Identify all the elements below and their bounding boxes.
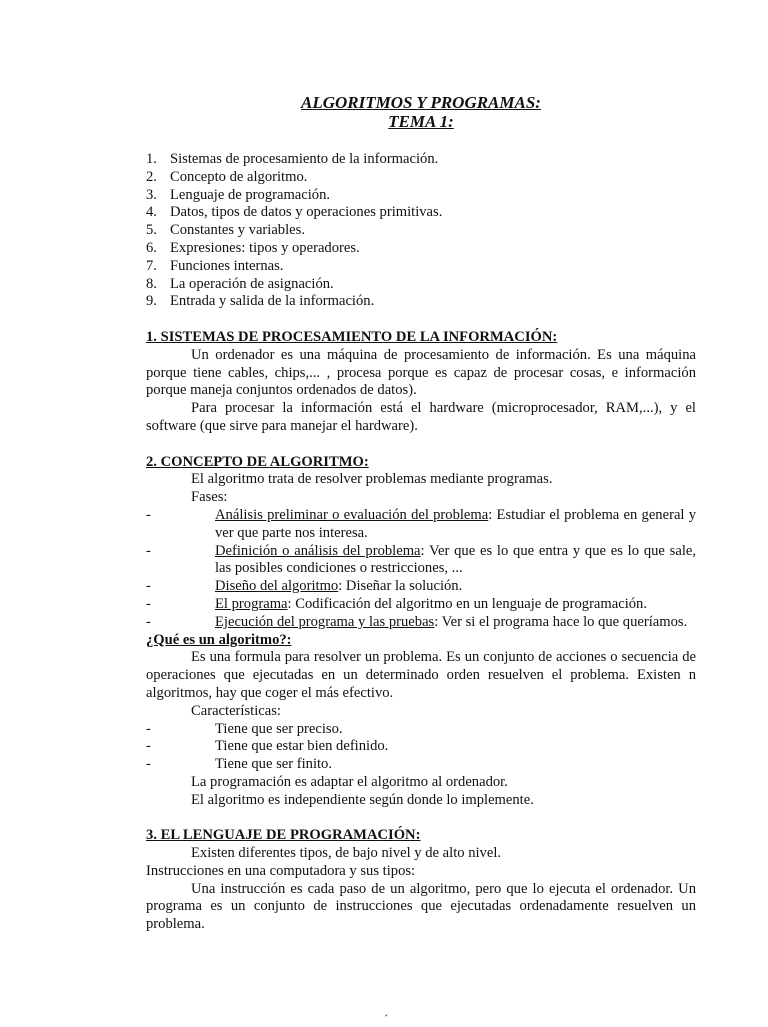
- bullet-dash: -: [146, 720, 151, 737]
- phase-text: [215, 596, 696, 614]
- bullet-dash: -: [146, 506, 151, 523]
- phase-text: [215, 614, 696, 632]
- phase-item: [146, 578, 696, 596]
- feature-text: Tiene que ser finito.: [215, 756, 333, 773]
- phase-text: [215, 543, 696, 579]
- phase-item: [146, 543, 696, 579]
- phases-label: Fases:: [191, 489, 228, 506]
- phase-item: [146, 507, 696, 543]
- toc-text: Concepto de algoritmo.: [170, 168, 308, 185]
- bullet-dash: -: [146, 613, 151, 630]
- phase-description: : Ver que es lo que entra y que es lo que sale, las posibles condiciones o restricciones, ...: [215, 542, 696, 577]
- phase-description: : Ver si el programa hace lo que queríamos.: [434, 613, 688, 630]
- toc-text: Constantes y variables.: [170, 222, 305, 239]
- phase-text: [215, 507, 696, 543]
- page-footer-mark: ´: [384, 1012, 388, 1026]
- section-3-paragraph-2: Instrucciones en una computadora y sus tipos:: [146, 862, 416, 879]
- toc-item: [146, 293, 696, 311]
- toc-number: 4.: [146, 204, 157, 221]
- section-3-heading: 3. EL LENGUAJE DE PROGRAMACIÓN:: [146, 827, 421, 844]
- toc-item: [146, 169, 696, 187]
- phase-term: Ejecución del programa y las pruebas: [215, 613, 435, 630]
- phase-term: Análisis preliminar o evaluación del problema: [215, 506, 489, 523]
- spacer: [146, 311, 696, 329]
- toc-item: [146, 276, 696, 294]
- section-2-intro: El algoritmo trata de resolver problemas mediante programas.: [191, 471, 553, 488]
- toc-item: [146, 151, 696, 169]
- section-2-heading: 2. CONCEPTO DE ALGORITMO:: [146, 453, 369, 470]
- toc-text: Funciones internas.: [170, 257, 284, 274]
- toc-item: [146, 222, 696, 240]
- toc-number: 3.: [146, 186, 157, 203]
- phase-description: : Diseñar la solución.: [338, 578, 463, 595]
- toc-text: Lenguaje de programación.: [170, 186, 331, 203]
- toc-text: La operación de asignación.: [170, 275, 334, 292]
- bullet-dash: -: [146, 738, 151, 755]
- bullet-dash: -: [146, 578, 151, 595]
- bullet-dash: -: [146, 595, 151, 612]
- phase-item: [146, 596, 696, 614]
- toc-text: Datos, tipos de datos y operaciones primitivas.: [170, 204, 443, 221]
- algorithm-definition: Es una formula para resolver un problema. Es un conjunto de acciones o secuencia de operaciones que ejecutadas en un determinado orden resuelven el problema. Existen n algoritmos, hay que coger el más efectivo.: [146, 649, 696, 701]
- phase-term: El programa: [215, 595, 288, 612]
- question-heading: ¿Qué es un algoritmo?:: [146, 631, 292, 648]
- toc-item: [146, 204, 696, 222]
- phase-description: : Estudiar el problema en general y ver que parte nos interesa.: [215, 506, 697, 541]
- phase-description: : Codificación del algoritmo en un lenguaje de programación.: [287, 595, 648, 612]
- spacer: [146, 809, 696, 827]
- section-3-paragraph-3: Una instrucción es cada paso de un algoritmo, pero que lo ejecuta el ordenador. Un programa es un conjunto de instrucciones que ejecutadas ordenadamente resuelven un problema.: [146, 880, 696, 933]
- section-1-paragraph-2: Para procesar la información está el hardware (microprocesador, RAM,...), y el software (que sirve para manejar el hardware).: [146, 400, 696, 434]
- section-3-paragraph-1: Existen diferentes tipos, de bajo nivel y de alto nivel.: [191, 845, 502, 862]
- feature-text: Tiene que estar bien definido.: [215, 738, 389, 755]
- phase-term: Definición o análisis del problema: [215, 542, 421, 559]
- toc-text: Sistemas de procesamiento de la información.: [170, 151, 439, 167]
- spacer: [146, 436, 696, 454]
- phase-term: Diseño del algoritmo: [215, 578, 339, 595]
- feature-item: [146, 738, 696, 756]
- toc-number: 7.: [146, 257, 157, 274]
- feature-item: [146, 756, 696, 774]
- toc-text: Expresiones: tipos y operadores.: [170, 239, 360, 256]
- title-line-1: ALGORITMOS Y PROGRAMAS:: [301, 93, 541, 112]
- phase-text: [215, 578, 696, 596]
- feature-item: [146, 721, 696, 739]
- toc-item: [146, 240, 696, 258]
- phase-item: [146, 614, 696, 632]
- toc-item: [146, 187, 696, 205]
- title-line-2: TEMA 1:: [388, 112, 454, 131]
- document-title: [146, 93, 696, 131]
- feature-text: Tiene que ser preciso.: [215, 720, 343, 737]
- section-1-paragraph-1: Un ordenador es una máquina de procesamiento de información. Es una máquina porque tiene cables, chips,... , procesa porque es capaz de procesar cosas, e información porque maneja conjuntos ordenados de datos).: [146, 346, 696, 399]
- toc-number: 8.: [146, 275, 157, 292]
- table-of-contents: [146, 151, 696, 311]
- toc-number: 9.: [146, 293, 157, 310]
- toc-number: 6.: [146, 239, 157, 256]
- toc-number: 2.: [146, 168, 157, 185]
- bullet-dash: -: [146, 756, 151, 773]
- toc-number: 1.: [146, 151, 157, 167]
- toc-number: 5.: [146, 222, 157, 239]
- algorithm-note: El algoritmo es independiente según donde lo implemente.: [191, 791, 534, 808]
- features-label: Características:: [191, 702, 281, 719]
- document-content: [146, 93, 696, 934]
- toc-text: Entrada y salida de la información.: [170, 293, 375, 310]
- bullet-dash: -: [146, 542, 151, 559]
- toc-item: [146, 258, 696, 276]
- programming-note: La programación es adaptar el algoritmo al ordenador.: [191, 773, 508, 790]
- section-1-heading: 1. SISTEMAS DE PROCESAMIENTO DE LA INFORMACIÓN:: [146, 328, 558, 345]
